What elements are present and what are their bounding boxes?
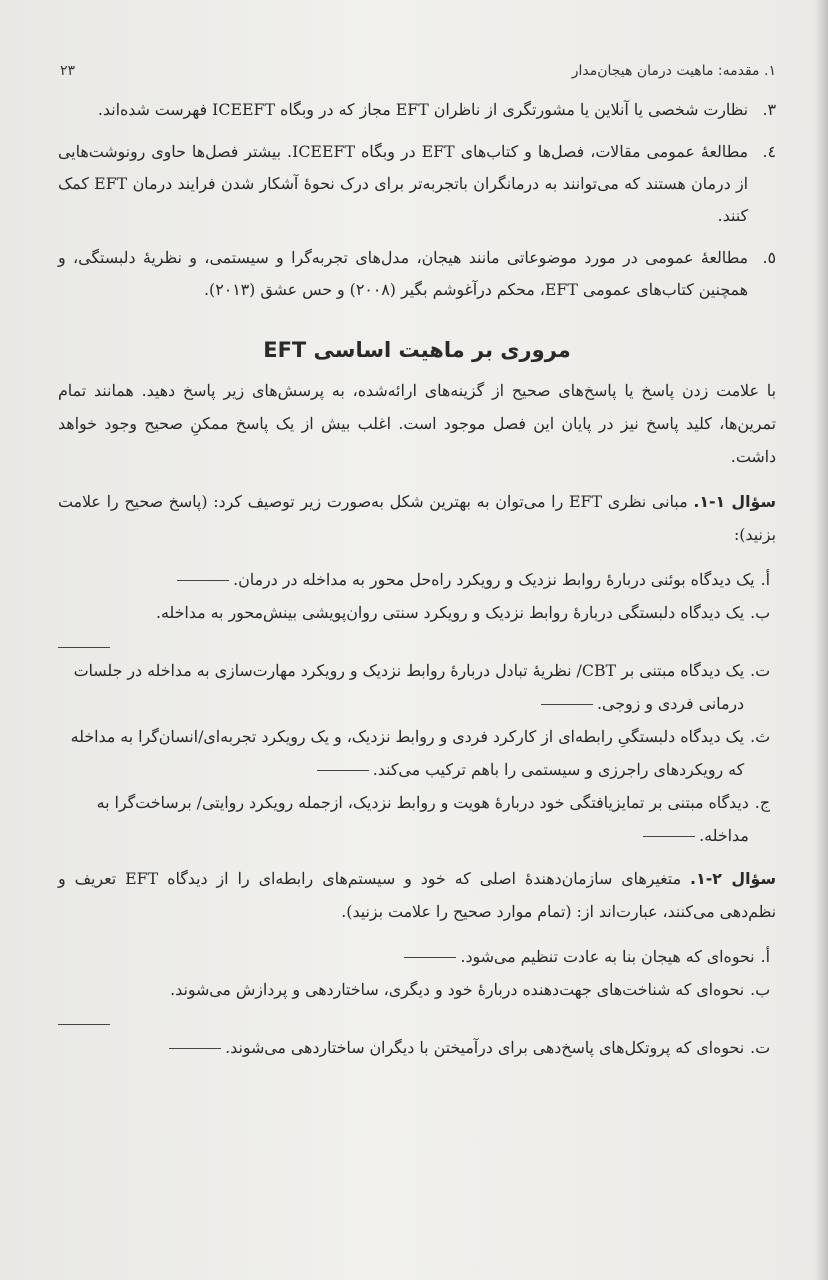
answer-blank[interactable]: [58, 629, 110, 648]
question-label: سؤال ۲-۱.: [690, 869, 776, 888]
option-letter: ج.: [754, 793, 770, 812]
answer-blank[interactable]: [169, 1048, 221, 1049]
list-item: [58, 242, 776, 306]
answer-option: [58, 1031, 776, 1064]
option-text: دیدگاه مبتنی بر تمایزیافتگی خود دربارهٔ هویت و روابط نزدیک، ازجمله رویکرد روایتی/ برساخت‌گرا به مداخله.: [96, 793, 749, 845]
answer-option: [58, 786, 776, 852]
option-letter: ت.: [750, 1038, 770, 1057]
option-text: نحوه‌ای که هیجان بنا به عادت تنظیم می‌شود.: [404, 940, 754, 973]
option-text: یک دیدگاه دلبستگی دربارهٔ روابط نزدیک و رویکرد سنتی روان‌پویشی بینش‌محور به مداخله.: [155, 603, 745, 622]
answer-option: [58, 720, 776, 786]
option-letter: أ.: [760, 947, 770, 966]
section-title: مروری بر ماهیت اساسی EFT: [263, 338, 571, 362]
option-letter: ب.: [750, 980, 770, 999]
list-item: [58, 94, 776, 126]
answer-blank[interactable]: [58, 1006, 110, 1025]
answer-blank[interactable]: [404, 957, 456, 958]
option-text: یک دیدگاه مبتنی بر CBT/ نظریهٔ تبادل دربارهٔ روابط نزدیک و رویکرد مهارت‌سازی به مداخله در جلسات درمانی فردی و زوجی.: [73, 661, 745, 713]
option-letter: ت.: [750, 661, 770, 680]
option-text: یک دیدگاه بوئنی دربارهٔ روابط نزدیک و رویکرد راه‌حل محور به مداخله در درمان.: [177, 563, 754, 596]
option-text: یک دیدگاه دلبستگیِ رابطه‌ای از کارکرد فردی و روابط نزدیک، و یک رویکرد تجربه‌ای/انسان‌گرا به مداخله که رویکردهای راجرزی و سیستمی را باهم ترکیب می‌کند.: [70, 727, 745, 779]
question-text: مبانی نظری EFT را می‌توان به بهترین شکل به‌صورت زیر توصیف کرد: (پاسخ صحیح را علامت بزنید):: [58, 492, 776, 544]
option-letter: أ.: [760, 570, 770, 589]
question-text: متغیرهای سازمان‌دهندهٔ اصلی که خود و سیستم‌های رابطه‌ای را از دیدگاه EFT تعریف و نظم‌دهی می‌کنند، عبارت‌اند از: (تمام موارد صحیح را علامت بزنید).: [58, 869, 776, 921]
question-label: سؤال ۱-۱.: [693, 492, 776, 511]
list-item-number: ٥.: [762, 248, 776, 267]
answer-option: [58, 973, 776, 1006]
option-text: نحوه‌ای که پروتکل‌های پاسخ‌دهی برای درآمیختن با دیگران ساختاردهی می‌شوند.: [169, 1031, 744, 1064]
answer-option: [58, 654, 776, 720]
list-item-text: نظارت شخصی یا آنلاین یا مشورتگری از ناظران EFT مجاز که در وبگاه ICEEFT فهرست شده‌اند.: [97, 100, 748, 119]
question-1: [58, 485, 776, 551]
answer-blank[interactable]: [317, 770, 369, 771]
list-item: [58, 136, 776, 232]
option-text: نحوه‌ای که شناخت‌های جهت‌دهنده دربارهٔ خود و دیگری، ساختاردهی و پردازش می‌شوند.: [170, 980, 745, 999]
option-letter: ث.: [750, 727, 770, 746]
answer-option: [58, 940, 776, 973]
list-item-text: مطالعهٔ عمومی مقالات، فصل‌ها و کتاب‌های EFT در وبگاه ICEEFT. بیشتر فصل‌ها حاوی رونوشت‌هایی از درمان هستند که می‌توانند به درمانگران باتجربه‌تر برای درک نحوهٔ آشکار شدن فرایند درمان EFT کمک کنند.: [58, 142, 749, 225]
page-number: ۲۳: [60, 63, 76, 79]
answer-option: [58, 563, 776, 596]
answer-blank[interactable]: [177, 580, 229, 581]
list-item-number: ٤.: [762, 142, 776, 161]
page-header: [60, 58, 776, 84]
answer-option: [58, 596, 776, 629]
list-item-number: ۳.: [762, 100, 776, 119]
answer-blank[interactable]: [541, 704, 593, 705]
list-item-text: مطالعهٔ عمومی در مورد موضوعاتی مانند هیجان، مدل‌های تجربه‌گرا و سیستمی، و نظریهٔ دلبستگی، و همچنین کتاب‌های عمومی EFT، محکم درآغوشم بگیر (۲۰۰۸) و حس عشق (۲۰۱۳).: [58, 248, 748, 299]
question-2: [58, 862, 776, 928]
page-content: [58, 94, 776, 1064]
section-intro: با علامت زدن پاسخ یا پاسخ‌های صحیح از گزینه‌های ارائه‌شده، به پرسش‌های زیر پاسخ دهید. همانند تمام تمرین‌ها، کلید پاسخ نیز در پایان این فصل موجود است. اغلب بیش از یک پاسخ ممکنِ صحیح وجود خواهد داشت.: [58, 381, 776, 466]
running-title: ۱. مقدمه: ماهیت درمان هیجان‌مدار: [571, 63, 776, 79]
answer-blank[interactable]: [643, 836, 695, 837]
option-letter: ب.: [750, 603, 770, 622]
